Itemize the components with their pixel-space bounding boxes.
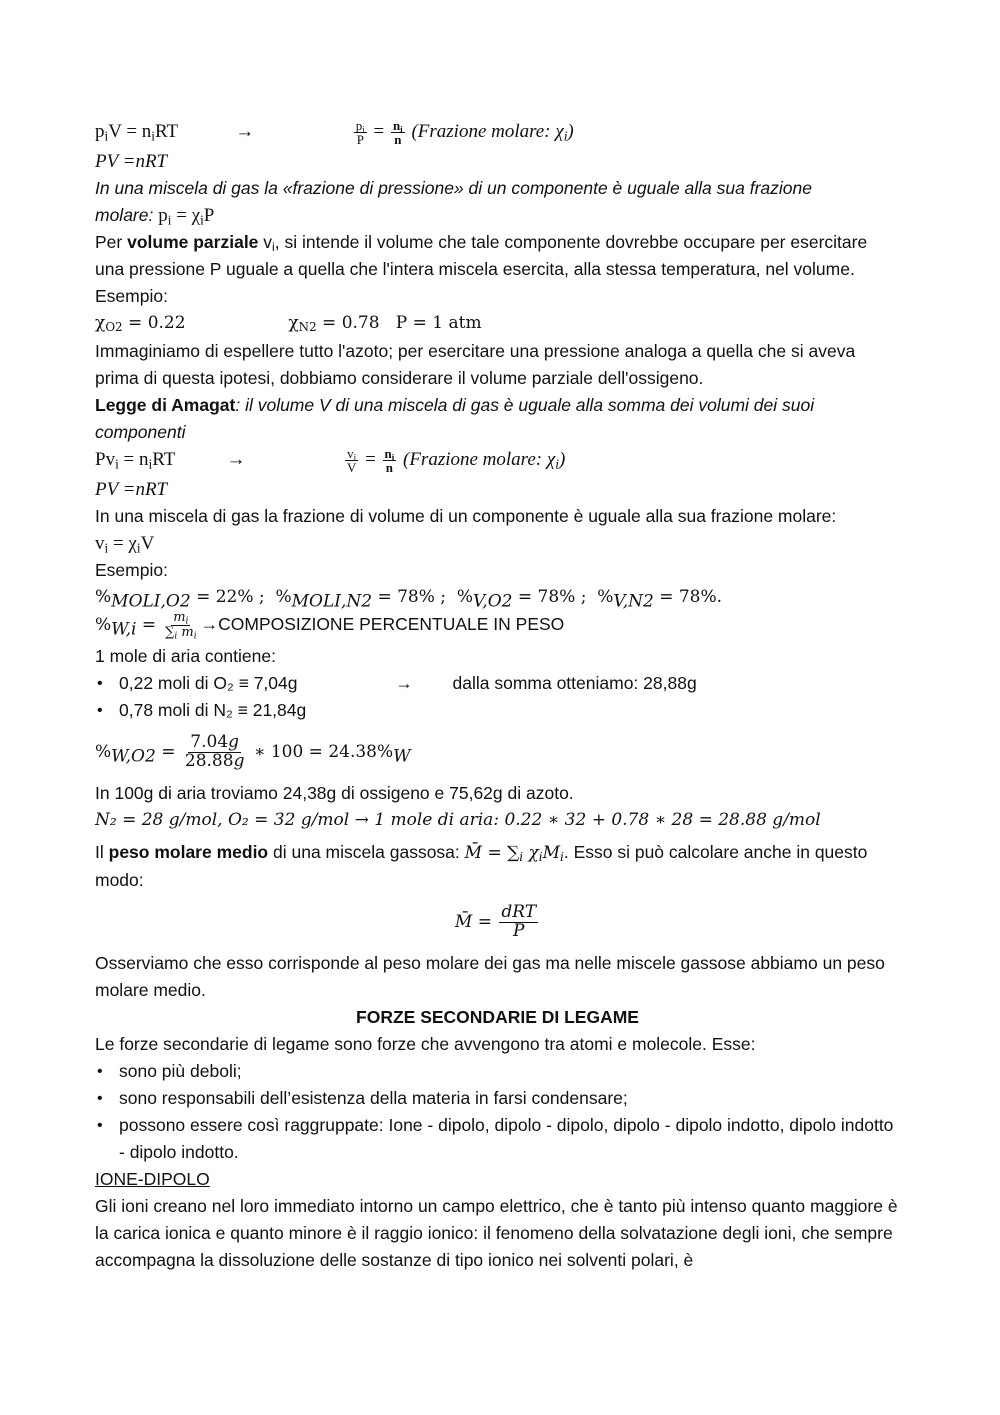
partial-volume-term: volume parziale <box>127 232 259 252</box>
oxygen-weight-percent <box>95 724 900 780</box>
air-composition-intro: 1 mole di aria contiene: <box>95 646 276 666</box>
partial-pressure-law: $p_i = \chi_iP$ <box>158 205 215 228</box>
ideal-gas-eq-1: PV =nRT <box>95 151 168 172</box>
oxygen-mass-fraction: $\frac{7.04g}{28.88g}$ <box>184 731 245 771</box>
amagat-law <box>95 392 865 446</box>
section-heading: FORZE SECONDARIE DI LEGAME <box>356 1007 639 1027</box>
text-il: Il <box>95 842 104 862</box>
amagat-statement: : il volume V di una miscela di gas è uguale alla somma dei volumi dei suoi componenti <box>95 395 815 442</box>
density-fraction <box>499 901 538 941</box>
weight-percent-definition <box>95 611 900 643</box>
chi-o2: $\chi_{O2} = 0.22$ <box>95 313 186 334</box>
sum-result: dalla somma otteniamo: 28,88g <box>452 673 697 693</box>
list-item <box>95 670 900 697</box>
partial-volume-formula <box>95 446 900 476</box>
secondary-forces-list <box>95 1058 900 1166</box>
equals-sign: = <box>373 121 385 142</box>
example-mole-fractions <box>95 310 900 338</box>
list-item: • possono essere così raggruppate: Ione - dipolo, dipolo - dipolo, dipolo - dipolo indotto, dipolo indotto - dipolo indotto. <box>95 1112 900 1166</box>
pressure-ratio-fraction: $\frac{p_i}{P}$ <box>355 117 365 148</box>
volume-fraction-statement: In una miscela di gas la frazione di volume di un componente è uguale alla sua frazione molare: <box>95 506 837 526</box>
partial-volume-text: $v_i$, si intende il volume che tale componente dovrebbe occupare per esercitare una pressione P uguale a quella che l'intera miscela esercita, alla stessa temperatura, nel volume. <box>95 232 868 279</box>
list-item: • sono più deboli; <box>95 1058 900 1085</box>
mole-ratio-fraction-2: $\frac{n_i}{n}$ <box>384 445 395 476</box>
pressure-fraction-statement-2 <box>95 202 900 229</box>
secondary-forces-intro: Le forze secondarie di legame sono forze che avvengono tra atomi e molecole. Esse: <box>95 1034 756 1054</box>
weight-percent-lhs: $\%_{W,i}$ = <box>95 615 157 640</box>
mass-ratio-fraction: $\frac{m_i}{\sum_i m_i}$ <box>165 610 197 642</box>
average-molar-mass-def <box>95 839 900 894</box>
amagat-title: Legge di Amagat <box>95 395 236 415</box>
volume-ratio-fraction: $\frac{v_i}{V}$ <box>347 445 357 476</box>
air-100g-text: In 100g di aria troviamo 24,38g di ossigeno e 75,62g di azoto. <box>95 783 574 803</box>
oxygen-weight-rhs: ∗ $100 = 24.38\%_W$ <box>248 741 411 766</box>
partial-pressure-formula <box>95 118 900 148</box>
text-per: Per <box>95 232 123 252</box>
air-composition-list <box>95 670 900 724</box>
oxygen-weight-lhs: $\%_{W,O2}$ = <box>95 741 181 766</box>
example-label-1: Esempio: <box>95 286 168 306</box>
list-item: • sono responsabili dell’esistenza della materia in farsi condensare; <box>95 1085 900 1112</box>
average-molar-mass-term: peso molare medio <box>108 842 269 862</box>
arrow-icon: → <box>226 449 246 470</box>
oxygen-moles: 0,22 moli di O₂ ≡ 7,04g <box>119 673 298 693</box>
average-molar-mass-density-formula <box>95 894 900 950</box>
fraction-den: P <box>513 920 525 941</box>
text-calc-method: . Esso si può calcolare anche in questo modo: <box>95 842 868 890</box>
list-item <box>95 697 900 724</box>
text-mixture: di una miscela gassosa: <box>273 842 460 862</box>
arrow-icon: → <box>395 673 413 693</box>
molar-label: molare: <box>95 205 154 225</box>
ion-dipole-text: Gli ioni creano nel loro immediato intorno un campo elettrico, che è tanto più intenso quanto maggiore è la carica ionica e quanto minore è il raggio ionico: il fenomeno della solvatazione degli ioni, che sempre accompagna la dissoluzione delle sostanze di tipo ionico nei solventi polari, è <box>95 1196 898 1270</box>
average-molar-mass-formula: M̄ = $\sum_i$ $\chi_iM_i$ <box>464 843 564 864</box>
document-page <box>95 118 900 1274</box>
weight-composition-label: →COMPOSIZIONE PERCENTUALE IN PESO <box>200 614 565 634</box>
molar-mass-calculation: N₂ = 28 g/mol, O₂ = 32 g/mol → 1 mole di aria: 0.22 ∗ 32 + 0.78 ∗ 28 = 28.88 g/mol <box>95 810 821 830</box>
subsection-heading: IONE-DIPOLO <box>95 1169 210 1189</box>
volume-component-eq: $Pv_i = n_iRT$ <box>95 449 175 472</box>
partial-volume-law: $v_i = \chi_iV$ <box>95 533 155 556</box>
average-molar-mass-note: Osserviamo che esso corrisponde al peso molare dei gas ma nelle miscele gassose abbiamo un peso molare medio. <box>95 953 885 1000</box>
fraction-num: dRT <box>501 901 537 922</box>
equals-sign: = <box>365 449 376 470</box>
arrow-icon: → <box>235 121 255 142</box>
mole-fraction-note-2: (Frazione molare: $\chi_i$) <box>403 449 566 472</box>
m-bar-lhs: M̄ = <box>454 911 492 932</box>
nitrogen-moles: 0,78 moli di N₂ ≡ 21,84g <box>119 700 307 720</box>
ideal-gas-eq-2: PV =nRT <box>95 479 168 500</box>
chi-n2-pressure: $\chi_{N2} = 0.78$ P = 1 atm <box>288 313 482 334</box>
mole-ratio-fraction: $\frac{n_i}{n}$ <box>392 117 403 148</box>
example-label-2: Esempio: <box>95 560 168 580</box>
mole-fraction-note: (Frazione molare: $\chi_i$) <box>411 121 574 144</box>
nitrogen-expulsion-text: Immaginiamo di espellere tutto l'azoto; per esercitare una pressione analoga a quella che si aveva prima di questa ipotesi, dobbiamo considerare il volume parziale dell'ossigeno. <box>95 341 856 388</box>
ideal-gas-component-eq: $p_iV = n_iRT$ <box>95 121 178 144</box>
partial-volume-definition <box>95 229 900 283</box>
percent-composition-example: $\%_{MOLI,O2} = 22\%$ ; $\%_{MOLI,N2} = 78\%$ ; $\%_{V,O2} = 78\%$ ; $\%_{V,N2} = 78\%$. <box>95 587 723 612</box>
pressure-fraction-statement: In una miscela di gas la «frazione di pressione» di un componente è uguale alla sua frazione <box>95 178 812 198</box>
